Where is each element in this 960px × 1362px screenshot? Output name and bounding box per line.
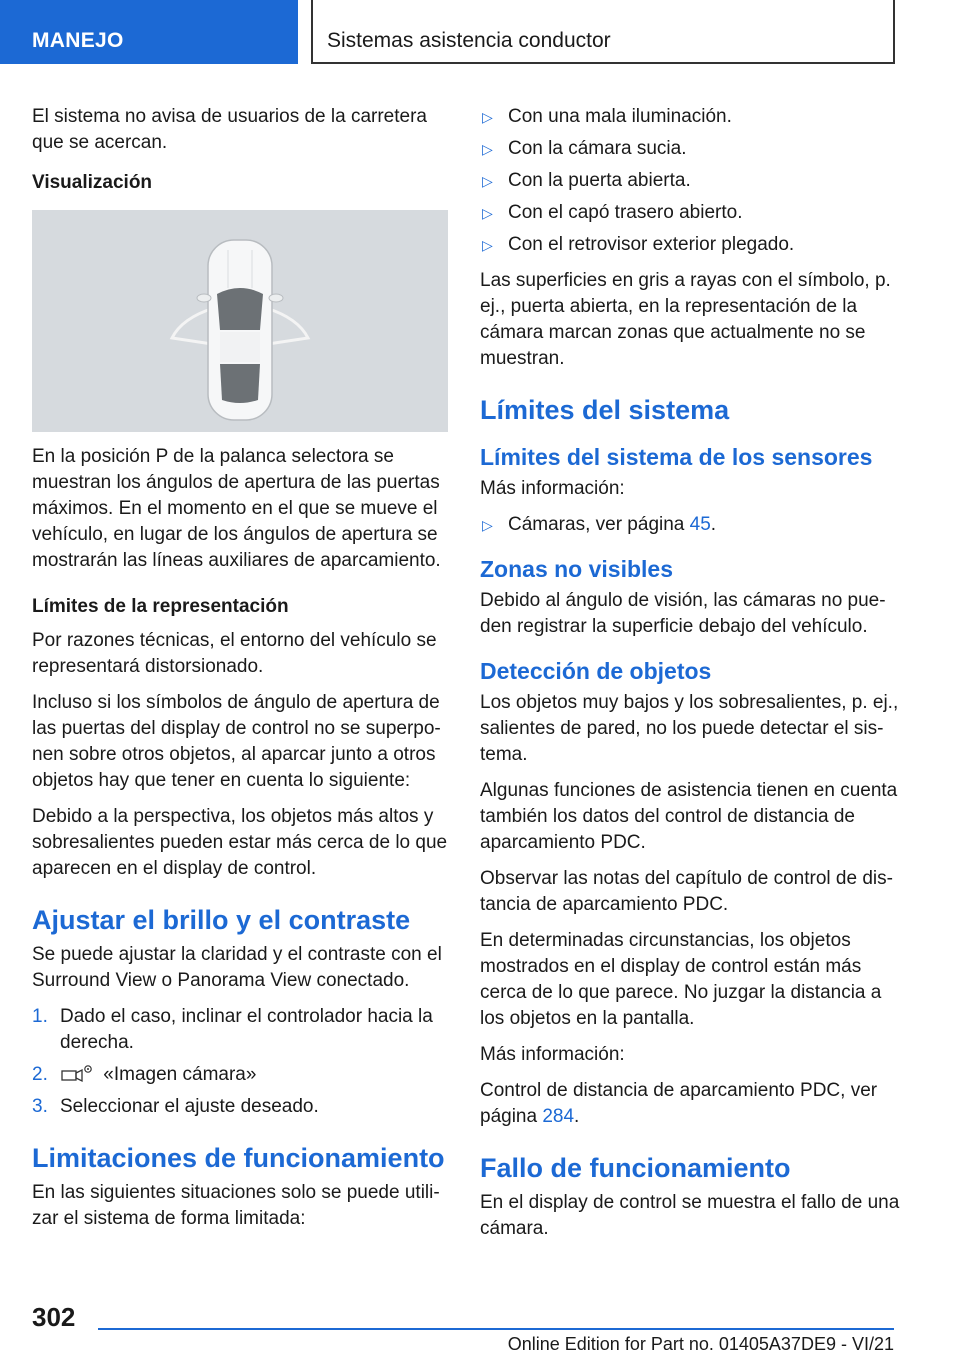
brillo-heading: Ajustar el brillo y el contraste <box>32 905 411 935</box>
camera-settings-icon <box>60 1063 94 1083</box>
paragraph: Más información: <box>480 478 625 499</box>
list-item <box>32 1094 448 1120</box>
fallo-heading: Fallo de funcionamiento <box>480 1153 791 1183</box>
list-item <box>32 1004 448 1056</box>
edition-footer: Online Edition for Part no. 01405A37DE9 - VI/21 <box>507 1334 894 1354</box>
paragraph: En determinadas circunstancias, los objetos mostrados en el display de control están más cerca de lo que parece. No juzgar la distancia a los objetos en la pantalla. <box>480 930 882 1029</box>
zonas-heading: Zonas no visibles <box>480 556 673 582</box>
list-item-text: Cámaras, ver página <box>508 514 690 535</box>
period: . <box>710 514 717 535</box>
triangle-right-icon: ▷ <box>482 205 493 221</box>
list-item <box>480 168 900 194</box>
pdc-text: Control de distancia de aparcamiento PDC, ver página <box>480 1080 878 1127</box>
list-item <box>480 136 900 162</box>
deteccion-heading: Detección de objetos <box>480 658 712 684</box>
paragraph: Más información: <box>480 1044 625 1065</box>
reference-list <box>480 512 900 538</box>
page-link-45[interactable]: 45 <box>689 514 711 535</box>
paragraph: En las siguientes situaciones solo se puede utili-zar el sistema de forma limitada: <box>32 1182 440 1229</box>
left-column <box>32 104 448 1242</box>
car-top-view-illustration <box>32 210 448 432</box>
list-item-text: Con la cámara sucia. <box>508 138 687 159</box>
paragraph: En el display de control se muestra el fallo de una cámara. <box>480 1192 900 1239</box>
triangle-right-icon: ▷ <box>482 141 493 157</box>
step-text: Dado el caso, inclinar el controlador hacia la derecha. <box>60 1006 433 1053</box>
steps-list <box>32 1004 448 1120</box>
triangle-right-icon: ▷ <box>482 173 493 189</box>
triangle-right-icon: ▷ <box>482 237 493 253</box>
footer-rule <box>98 1328 894 1330</box>
car-top-view-figure <box>32 210 448 432</box>
visualizacion-heading: Visualización <box>32 172 153 193</box>
conditions-list <box>480 104 900 258</box>
triangle-right-icon: ▷ <box>482 109 493 125</box>
step-text: «Imagen cámara» <box>103 1064 257 1085</box>
paragraph: El sistema no avisa de usuarios de la carretera que se acercan. <box>32 106 427 153</box>
right-column <box>480 104 900 1252</box>
paragraph: Debido al ángulo de visión, las cámaras no pue-den registrar la superficie debajo del vehículo. <box>480 590 886 637</box>
list-item <box>480 104 900 130</box>
step-text: Seleccionar el ajuste deseado. <box>60 1096 319 1117</box>
paragraph: Algunas funciones de asistencia tienen en cuenta también los datos del control de distancia de aparcamiento PDC. <box>480 780 898 853</box>
roof <box>220 332 260 362</box>
list-item-text: Con la puerta abierta. <box>508 170 691 191</box>
limites-sensores-heading: Límites del sistema de los sensores <box>480 444 873 470</box>
paragraph: Por razones técnicas, el entorno del vehículo se representará distorsionado. <box>32 630 437 677</box>
left-mirror <box>197 294 211 302</box>
page-number: 302 <box>32 1302 76 1332</box>
paragraph: Las superficies en gris a rayas con el símbolo, p. ej., puerta abierta, en la representación de la cámara marcan zonas que actualmente no se muestran. <box>480 270 891 369</box>
limites-representacion-heading: Límites de la representación <box>32 596 289 617</box>
paragraph: Debido a la perspectiva, los objetos más altos y sobresalientes pueden estar más cerca de lo que aparecen en el display de control. <box>32 806 448 879</box>
list-item <box>480 200 900 226</box>
chapter-title: Sistemas asistencia conductor <box>311 0 895 64</box>
list-item <box>32 1062 448 1088</box>
step-number: 2. <box>32 1064 48 1085</box>
limitaciones-heading: Limitaciones de funcionamiento <box>32 1143 445 1173</box>
section-tab: MANEJO <box>0 0 298 64</box>
paragraph: Se puede ajustar la claridad y el contraste con el Surround View o Panorama View conectado. <box>32 944 442 991</box>
list-item <box>480 232 900 258</box>
list-item <box>480 512 900 538</box>
limites-sistema-heading: Límites del sistema <box>480 395 730 425</box>
period: . <box>574 1106 580 1127</box>
paragraph: Los objetos muy bajos y los sobresalientes, p. ej., salientes de pared, no los puede detectar el sis-tema. <box>480 692 899 765</box>
step-number: 3. <box>32 1096 48 1117</box>
list-item-text: Con una mala iluminación. <box>508 106 732 127</box>
page-link-284[interactable]: 284 <box>542 1106 575 1127</box>
paragraph: Incluso si los símbolos de ángulo de apertura de las puertas del display de control no se superpo-nen sobre otros objetos, al aparcar junto a otros objetos hay que tener en cuenta lo siguiente: <box>32 692 441 791</box>
paragraph <box>480 1078 900 1130</box>
rear-window <box>220 364 260 403</box>
list-item-text: Con el capó trasero abierto. <box>508 202 743 223</box>
paragraph: Observar las notas del capítulo de control de dis-tancia de aparcamiento PDC. <box>480 868 893 915</box>
windshield <box>217 288 263 330</box>
list-item-text: Con el retrovisor exterior plegado. <box>508 234 795 255</box>
step-number: 1. <box>32 1006 48 1027</box>
figure-caption: En la posición P de la palanca selectora se muestran los ángulos de apertura de las puertas máximos. En el momento en el que se mueve el vehículo, en lugar de los ángulos de apertura se mostrarán las líneas auxiliares de aparcamiento. <box>32 446 441 571</box>
triangle-right-icon: ▷ <box>482 517 493 533</box>
right-mirror <box>269 294 283 302</box>
